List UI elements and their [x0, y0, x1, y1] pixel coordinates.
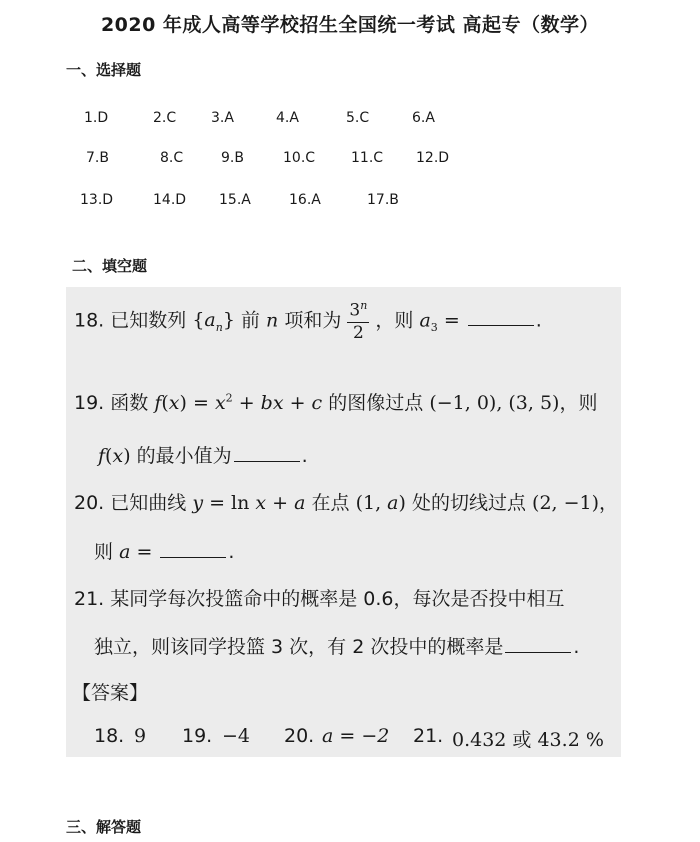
question-number: 18.: [74, 309, 105, 332]
math-function-expression: $f(x) = x^2$ + bx + c: [154, 391, 323, 414]
question-text: 的图像过点: [328, 392, 424, 414]
question-text: ，则: [375, 309, 414, 332]
question-text: 已知数列: [110, 309, 187, 332]
fill-in-question-panel: [66, 287, 621, 757]
answer-blank: [234, 460, 300, 462]
question-20-line-2: [94, 537, 234, 564]
mc-answer: 2.C: [153, 110, 177, 126]
math-point: (2, −1): [532, 492, 600, 514]
mc-answer: 6.A: [412, 110, 435, 126]
mc-answer: 11.C: [351, 150, 384, 166]
answer-blank: [160, 556, 226, 558]
punctuation: .: [228, 541, 235, 563]
math-fraction: $\frac{3^n}{2}$: [349, 299, 368, 343]
math-variable-a: a: [119, 541, 131, 563]
question-text: ，: [599, 492, 619, 514]
question-text: 项和为: [284, 309, 342, 332]
answers-row: [0, 725, 700, 751]
question-18: 18. 已知数列 $\{a_n\}$ 前 n 项和为 $\frac{3^n}{2}$ ，则 $a_3$ = .: [74, 299, 542, 343]
mc-answer: 16.A: [289, 192, 321, 208]
mc-answer: 13.D: [80, 192, 114, 208]
mc-answer: 7.B: [86, 150, 109, 166]
answer-blank: [468, 324, 534, 326]
answer-value: −4: [222, 725, 251, 747]
math-equals: =: [443, 309, 466, 332]
question-21-line-2: [94, 632, 579, 659]
section-heading-solutions: 三、解答题: [66, 818, 142, 836]
math-sequence-set: $\{a_n\}$: [192, 309, 235, 335]
answer-value: 9: [134, 725, 147, 747]
mc-answer: 12.D: [416, 150, 450, 166]
question-text: ，则: [559, 392, 598, 414]
answer-number: 21.: [413, 725, 444, 747]
question-text: 已知曲线: [110, 492, 187, 514]
mc-answer: 17.B: [367, 192, 399, 208]
math-curve-expression: y = ln x + a: [192, 492, 306, 514]
question-19-line-2: [98, 441, 308, 468]
question-text: 则: [94, 541, 114, 563]
question-text: 独立，则该同学投篮 3 次，有 2 次投中的概率是: [94, 636, 504, 658]
question-text: 前: [240, 309, 260, 332]
question-text: 的最小值为: [136, 445, 232, 467]
question-number: 19.: [74, 392, 105, 414]
page-title: 2020 年成人高等学校招生全国统一考试 高起专（数学）: [100, 14, 600, 36]
answer-value: 0.432 或 43.2 %: [452, 729, 604, 751]
question-text: 在点: [311, 492, 350, 514]
punctuation: .: [301, 445, 308, 467]
math-function: f(x): [98, 445, 131, 467]
punctuation: .: [535, 309, 542, 332]
math-point: (1, a): [355, 492, 406, 514]
mc-answer: 3.A: [211, 110, 234, 126]
answer-label: 【答案】: [72, 682, 149, 704]
mc-answer: 4.A: [276, 110, 299, 126]
mc-answer: 10.C: [283, 150, 316, 166]
question-text: 处的切线过点: [411, 492, 526, 514]
question-19-line-1: [74, 388, 598, 415]
question-20-line-1: [74, 488, 618, 515]
answer-value: a = −2: [322, 725, 390, 747]
answer-blank: [505, 651, 571, 653]
question-text: 函数: [110, 392, 149, 414]
mc-answer: 14.D: [153, 192, 187, 208]
mc-answer: 9.B: [221, 150, 244, 166]
section-heading-fill-in: 二、填空题: [72, 257, 148, 275]
math-variable-n: n: [266, 309, 279, 332]
mc-answer: 15.A: [219, 192, 251, 208]
section-heading-multiple-choice: 一、选择题: [66, 61, 142, 79]
mc-answer: 1.D: [84, 110, 109, 126]
math-equals: =: [136, 541, 159, 563]
answer-number: 20.: [284, 725, 315, 747]
mc-answer: 5.C: [346, 110, 370, 126]
question-number: 20.: [74, 492, 105, 514]
punctuation: .: [573, 636, 580, 658]
question-21-line-1: 21. 某同学每次投篮命中的概率是 0.6，每次是否投中相互: [74, 588, 565, 610]
mc-answer: 8.C: [160, 150, 184, 166]
answer-number: 18.: [94, 725, 125, 747]
math-points: (−1, 0), (3, 5): [429, 392, 560, 414]
math-term: a: [419, 309, 431, 332]
answer-number: 19.: [182, 725, 213, 747]
